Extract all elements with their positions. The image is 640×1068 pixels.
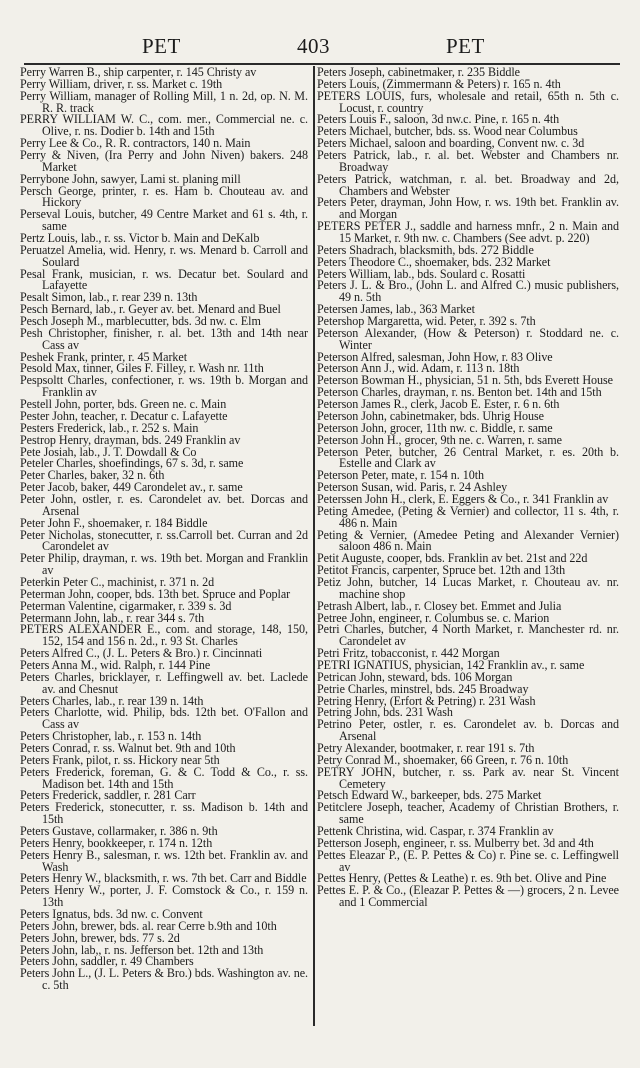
directory-entry: Peter Jacob, baker, 449 Carondelet av., r. same: [20, 480, 243, 495]
directory-entry: Perrybone John, sawyer, Lami st. planing mill: [20, 171, 241, 186]
directory-entry: Peters Charles, lab., r. rear 139 n. 14th: [20, 693, 204, 708]
directory-entry: Pester John, teacher, r. Decatur c. Lafayette: [20, 408, 228, 423]
directory-entry: Peters Charlotte, wid. Philip, bds. 12th bet. O'Fallon and Cass av: [20, 705, 308, 732]
directory-entry: Petersen James, lab., 363 Market: [317, 302, 475, 317]
directory-entry: Petiz John, butcher, 14 Lucas Market, r. Chouteau av. nr. machine shop: [317, 574, 619, 601]
directory-entry: Peters Michael, butcher, bds. ss. Wood near Columbus: [317, 124, 578, 139]
directory-entry: Perry & Niven, (Ira Perry and John Niven) bakers. 248 Market: [20, 148, 308, 174]
directory-entry: Pettes Henry, (Pettes & Leathe) r. es. 9th bet. Olive and Pine: [317, 871, 607, 886]
page-header: [0, 30, 640, 60]
directory-entry: Perry Lee & Co., R. R. contractors, 140 n. Main: [20, 136, 251, 151]
directory-entry: Petrican John, steward, bds. 106 Morgan: [317, 669, 513, 684]
directory-entry: Petrie Charles, minstrel, bds. 245 Broadway: [317, 681, 529, 696]
right-guide-word: PET: [446, 34, 485, 58]
directory-entry: Pettes E. P. & Co., (Eleazar P. Pettes & —) grocers, 2 n. Levee and 1 Commercial: [317, 883, 619, 910]
directory-entry: Petring Henry, (Erfort & Petring) r. 231 Wash: [317, 693, 536, 708]
directory-entry: Pettenk Christina, wid. Caspar, r. 374 Franklin av: [317, 824, 554, 838]
page-number: 403: [297, 34, 330, 58]
directory-entry: Peters Henry W., blacksmith, r. ws. 7th bet. Carr and Biddle: [20, 871, 307, 886]
directory-entry: Petri Fritz, tobacconist, r. 442 Morgan: [317, 646, 500, 661]
directory-entry: Petree John, engineer, r. Columbus se. c. Marion: [317, 610, 550, 625]
directory-entry: Peters Louis, (Zimmermann & Peters) r. 165 n. 4th: [317, 76, 561, 91]
directory-entry: Peters Christopher, lab., r. 153 n. 14th: [20, 729, 202, 744]
directory-entry: Petrash Albert, lab., r. Closey bet. Emmet and Julia: [317, 598, 562, 613]
directory-entry: Perry William, driver, r. ss. Market c. 19th: [20, 76, 223, 91]
directory-entry: Peting & Vernier, (Amedee Peting and Alexander Vernier) saloon 486 n. Main: [317, 527, 619, 554]
directory-entry: Peterkin Peter C., machinist, r. 371 n. 2d: [20, 574, 215, 589]
directory-entry: Peters Patrick, lab., r. al. bet. Webster and Chambers nr. Broadway: [317, 148, 619, 174]
directory-entry: Peters John, brewer, bds. 77 s. 2d: [20, 930, 180, 945]
directory-entry: Pesters Frederick, lab., r. 252 s. Main: [20, 420, 199, 435]
directory-entry: Peters Theodore C., shoemaker, bds. 232 Market: [317, 254, 551, 269]
directory-entry: PETERS LOUIS, furs, wholesale and retail, 65th n. 5th c. Locust, r. country: [317, 88, 619, 115]
directory-entry: Peters John L., (J. L. Peters & Bro.) bds. Washington av. ne. c. 5th: [20, 966, 308, 993]
directory-entry: Petri Charles, butcher, 4 North Market, r. Manchester rd. nr. Carondelet av: [317, 622, 619, 649]
directory-entry: Peter Philip, drayman, r. ws. 19th bet. Morgan and Franklin av: [20, 551, 308, 578]
directory-entry: Peterman Valentine, cigarmaker, r. 339 s. 3d: [20, 598, 232, 613]
directory-entry: Petit Auguste, cooper, bds. Franklin av bet. 21st and 22d: [317, 551, 588, 566]
directory-entry: Peters Shadrach, blacksmith, bds. 272 Biddle: [317, 242, 534, 257]
directory-entry: Peters John, brewer, bds. al. rear Cerre b.9th and 10th: [20, 918, 277, 933]
directory-entry: Peterson James R., clerk, Jacob E. Ester, r. 6 n. 6th: [317, 397, 560, 412]
directory-entry: Peters William, lab., bds. Soulard c. Rosatti: [317, 266, 526, 281]
directory-entry: Pesold Max, tinner, Giles F. Filley, r. Wash nr. 11th: [20, 361, 264, 376]
directory-entry: PETRI IGNATIUS, physician, 142 Franklin av., r. same: [317, 657, 585, 672]
directory-entry: Peters Louis F., saloon, 3d nw.c. Pine, r. 165 n. 4th: [317, 112, 560, 127]
directory-entry: Peter Charles, baker, 32 n. 6th: [20, 468, 165, 483]
directory-entry: Pestrop Henry, drayman, bds. 249 Franklin av: [20, 432, 241, 447]
directory-entry: Peters Gustave, collarmaker, r. 386 n. 9th: [20, 824, 218, 838]
directory-entry: Perry William, manager of Rolling Mill, 1 n. 2d, op. N. M. R. R. track: [20, 88, 308, 115]
directory-entry: Petitot Francis, carpenter, Spruce bet. 12th and 13th: [317, 563, 566, 578]
directory-entry: Peterssen John H., clerk, E. Eggers & Co., r. 341 Franklin av: [317, 491, 609, 506]
directory-entry: Petterson Joseph, engineer, r. ss. Mulberry bet. 3d and 4th: [317, 835, 594, 850]
directory-entry: Peterson John, cabinetmaker, bds. Uhrig House: [317, 408, 545, 423]
directory-entry: Peterson Alfred, salesman, John How, r. 83 Olive: [317, 349, 553, 364]
directory-entry: Peters Patrick, watchman, r. al. bet. Broadway and 2d, Chambers and Webster: [317, 171, 619, 198]
directory-entry: Peters Anna M., wid. Ralph, r. 144 Pine: [20, 657, 211, 672]
directory-entry: Peter John F., shoemaker, r. 184 Biddle: [20, 515, 208, 530]
directory-entry: PETRY JOHN, butcher, r. ss. Park av. near St. Vincent Cemetery: [317, 764, 619, 791]
directory-entry: Peters Henry W., porter, J. F. Comstock & Co., r. 159 n. 13th: [20, 883, 308, 910]
directory-entry: Peterson John H., grocer, 9th ne. c. Warren, r. same: [317, 432, 562, 447]
directory-entry: Peter Nicholas, stonecutter, r. ss.Carroll bet. Curran and 2d Carondelet av: [20, 527, 308, 554]
directory-entry: Peters J. L. & Bro., (John L. and Alfred C.) music publishers, 49 n. 5th: [317, 278, 619, 305]
directory-entry: Peters Frederick, stonecutter, r. ss. Madison b. 14th and 15th: [20, 800, 308, 827]
directory-entry: Peterson Alexander, (How & Peterson) r. Stoddard ne. c. Winter: [317, 325, 619, 352]
directory-entry: Peters Henry B., salesman, r. ws. 12th bet. Franklin av. and Wash: [20, 847, 308, 874]
directory-entry: PETERS PETER J., saddle and harness mnfr., 2 n. Main and 15 Market, r. 9th nw. c. Chambers (See advt. p. 220): [317, 219, 619, 246]
directory-entry: Petitclere Joseph, teacher, Academy of Christian Brothers, r. same: [317, 800, 619, 827]
directory-entry: Peterson John, grocer, 11th nw. c. Biddle, r. same: [317, 420, 553, 435]
column-divider: [313, 66, 315, 1026]
directory-entry: Pesch Bernard, lab., r. Geyer av. bet. Menard and Buel: [20, 302, 281, 317]
directory-entry: Peters Michael, saloon and boarding, Convent nw. c. 3d: [317, 136, 585, 151]
directory-entry: Petry Conrad M., shoemaker, 66 Green, r. 76 n. 10th: [317, 752, 569, 767]
right-column: [317, 67, 619, 909]
directory-entry: Peter John, ostler, r. es. Carondelet av. bet. Dorcas and Arsenal: [20, 491, 308, 518]
directory-entry: Peterson Charles, drayman, r. ns. Benton bet. 14th and 15th: [317, 385, 602, 400]
directory-entry: Perseval Louis, butcher, 49 Centre Market and 61 s. 4th, r. same: [20, 207, 308, 234]
directory-entry: Peters Peter, drayman, John How, r. ws. 19th bet. Franklin av. and Morgan: [317, 195, 619, 222]
directory-entry: Peters Frederick, foreman, G. & C. Todd & Co., r. ss. Madison bet. 14th and 15th: [20, 764, 308, 791]
directory-entry: Pespsoltt Charles, confectioner, r. ws. 19th b. Morgan and Franklin av: [20, 373, 308, 400]
directory-entry: Peters Conrad, r. ss. Walnut bet. 9th and 10th: [20, 740, 236, 755]
directory-entry: Peters Frederick, saddler, r. 281 Carr: [20, 788, 196, 803]
directory-entry: Petry Alexander, bootmaker, r. rear 191 s. 7th: [317, 740, 535, 755]
directory-entry: Peshek Frank, printer, r. 45 Market: [20, 349, 188, 364]
directory-entry: Peters Henry, bookkeeper, r. 174 n. 12th: [20, 835, 213, 850]
directory-entry: Pete Josiah, lab., J. T. Dowdall & Co: [20, 444, 197, 459]
directory-entry: Peterson Susan, wid. Paris, r. 24 Ashley: [317, 480, 508, 495]
directory-entry: PERRY WILLIAM W. C., com. mer., Commercial ne. c. Olive, r. ns. Dodier b. 14th and 15th: [20, 112, 308, 139]
directory-entry: Peters John, saddler, r. 49 Chambers: [20, 954, 194, 969]
directory-entry: Petring John, bds. 231 Wash: [317, 705, 453, 720]
directory-entry: Peterson Peter, mate, r. 154 n. 10th: [317, 468, 484, 483]
directory-entry: Peters Frank, pilot, r. ss. Hickory near 5th: [20, 752, 220, 767]
directory-entry: Peting Amedee, (Peting & Vernier) and collector, 11 s. 4th, r. 486 n. Main: [317, 503, 619, 530]
directory-entry: Perry Warren B., ship carpenter, r. 145 Christy av: [20, 65, 257, 79]
directory-entry: Peterman John, cooper, bds. 13th bet. Spruce and Poplar: [20, 586, 291, 601]
directory-entry: Petermann John, lab., r. rear 344 s. 7th: [20, 610, 205, 625]
directory-entry: Petrino Peter, ostler, r. es. Carondelet av. b. Dorcas and Arsenal: [317, 717, 619, 744]
directory-entry: Peterson Ann J., wid. Adam, r. 113 n. 18th: [317, 361, 520, 376]
directory-entry: Peters Joseph, cabinetmaker, r. 235 Biddle: [317, 65, 520, 79]
directory-entry: Peters John, lab,, r. ns. Jefferson bet. 12th and 13th: [20, 942, 264, 957]
directory-entry: Peters Charles, bricklayer, r. Leffingwell av. bet. Laclede av. and Chesnut: [20, 669, 308, 696]
directory-entry: Pesal Frank, musician, r. ws. Decatur bet. Soulard and Lafayette: [20, 266, 308, 293]
directory-entry: Peruatzel Amelia, wid. Henry, r. ws. Menard b. Carroll and Soulard: [20, 242, 308, 269]
directory-entry: Pettes Eleazar P., (E. P. Pettes & Co) r. Pine se. c. Leffingwell av: [317, 847, 619, 874]
directory-entry: Petsch Edward W., barkeeper, bds. 275 Market: [317, 788, 542, 803]
directory-entry: Pestell John, porter, bds. Green ne. c. Main: [20, 397, 227, 412]
directory-entry: Pertz Louis, lab., r. ss. Victor b. Main and DeKalb: [20, 231, 260, 246]
directory-entry: Persch George, printer, r. es. Ham b. Chouteau av. and Hickory: [20, 183, 308, 210]
left-guide-word: PET: [142, 34, 181, 58]
directory-entry: Peters Alfred C., (J. L. Peters & Bro.) r. Cincinnati: [20, 646, 263, 661]
directory-entry: Pesalt Simon, lab., r. rear 239 n. 13th: [20, 290, 198, 305]
directory-entry: Peteler Charles, shoefindings, 67 s. 3d, r. same: [20, 456, 244, 471]
directory-entry: Pesch Joseph M., marblecutter, bds. 3d nw. c. Elm: [20, 314, 261, 329]
directory-entry: Peterson Peter, butcher, 26 Central Market, r. es. 20th b. Estelle and Clark av: [317, 444, 619, 471]
directory-entry: Pesh Christopher, finisher, r. al. bet. 13th and 14th near Cass av: [20, 325, 308, 352]
directory-entry: Peterson Bowman H., physician, 51 n. 5th, bds Everett House: [317, 373, 613, 388]
directory-entry: PETERS ALEXANDER E., com. and storage, 148, 150, 152, 154 and 156 n. 2d., r. 93 St. Charles: [20, 622, 308, 649]
directory-entry: Peters Ignatus, bds. 3d nw. c. Convent: [20, 907, 203, 922]
directory-entry: Petershop Margaretta, wid. Peter, r. 392 s. 7th: [317, 314, 536, 329]
left-column: [20, 67, 308, 992]
